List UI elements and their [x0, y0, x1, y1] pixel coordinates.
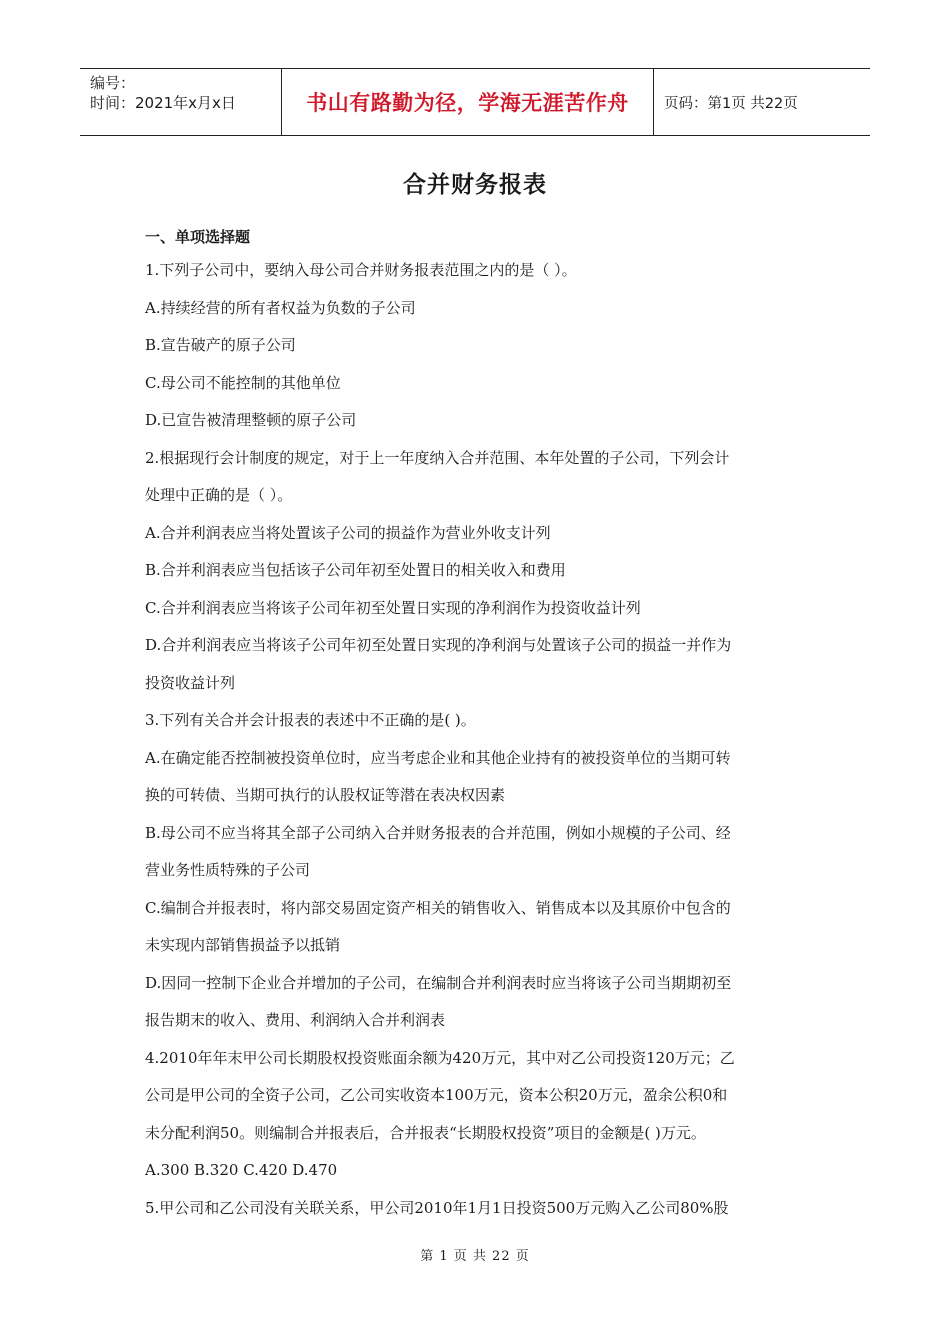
- text-line: B.宣告破产的原子公司: [145, 336, 296, 354]
- text-line: C.编制合并报表时，将内部交易固定资产相关的销售收入、销售成本以及其原价中包含的: [145, 898, 731, 917]
- text-line: C.合并利润表应当将该子公司年初至处置日实现的净利润作为投资收益计列: [145, 598, 641, 617]
- text-line: 换的可转债、当期可执行的认股权证等潜在表决权因素: [145, 786, 506, 804]
- text-line: 未分配利润50。则编制合并报表后，合并报表“长期股权投资”项目的金额是( )万元。: [145, 1123, 706, 1142]
- text-line: 营业务性质特殊的子公司: [145, 861, 311, 879]
- document-time-label: 时间：2021年x月x日: [90, 94, 236, 112]
- text-line: 投资收益计列: [145, 673, 236, 692]
- text-line: D.合并利润表应当将该子公司年初至处置日实现的净利润与处置该子公司的损益一并作为: [145, 636, 732, 654]
- text-line: D.因同一控制下企业合并增加的子公司，在编制合并利润表时应当将该子公司当期期初至: [145, 973, 732, 992]
- text-line: A.300 B.320 C.420 D.470: [145, 1161, 338, 1179]
- text-line: 未实现内部销售损益予以抵销: [145, 936, 341, 954]
- text-line: C.母公司不能控制的其他单位: [145, 373, 341, 392]
- header-page-info: 页码：第1页 共22页: [664, 95, 798, 112]
- document-body: [145, 252, 810, 1227]
- text-line: B.母公司不应当将其全部子公司纳入合并财务报表的合并范围，例如小规模的子公司、经: [145, 823, 731, 842]
- text-line: 公司是甲公司的全资子公司，乙公司实收资本100万元，资本公积20万元，盈余公积0和: [145, 1086, 728, 1104]
- text-line: D.已宣告被清理整顿的原子公司: [145, 411, 357, 429]
- text-line: 处理中正确的是（ ）。: [145, 486, 293, 504]
- text-line: 3.下列有关合并会计报表的表述中不正确的是( )。: [145, 711, 476, 729]
- text-line: 5.甲公司和乙公司没有关联关系，甲公司2010年1月1日投资500万元购入乙公司80%股: [145, 1198, 729, 1217]
- text-line: 1.下列子公司中，要纳入母公司合并财务报表范围之内的是（ ）。: [145, 261, 577, 279]
- text-line: A.在确定能否控制被投资单位时，应当考虑企业和其他企业持有的被投资单位的当期可转: [145, 748, 731, 767]
- text-line: B.合并利润表应当包括该子公司年初至处置日的相关收入和费用: [145, 561, 566, 579]
- document-title: 合并财务报表: [403, 172, 547, 198]
- page-header: [80, 68, 870, 136]
- document-number-label: 编号：: [90, 74, 136, 92]
- text-line: 2.根据现行会计制度的规定，对于上一年度纳入合并范围、本年处置的子公司，下列会计: [145, 448, 730, 467]
- header-meta: [80, 69, 282, 135]
- page-footer: 第 1 页 共 22 页: [420, 1249, 530, 1264]
- text-line: A.合并利润表应当将处置该子公司的损益作为营业外收支计列: [145, 523, 551, 542]
- section-heading: 一、单项选择题: [145, 228, 251, 246]
- text-line: A.持续经营的所有者权益为负数的子公司: [145, 298, 416, 317]
- text-line: 4.2010年年末甲公司长期股权投资账面余额为420万元，其中对乙公司投资120万元；乙: [145, 1048, 735, 1067]
- text-line: 报告期末的收入、费用、利润纳入合并利润表: [145, 1011, 446, 1029]
- header-motto: 书山有路勤为径，学海无涯苦作舟: [282, 69, 654, 135]
